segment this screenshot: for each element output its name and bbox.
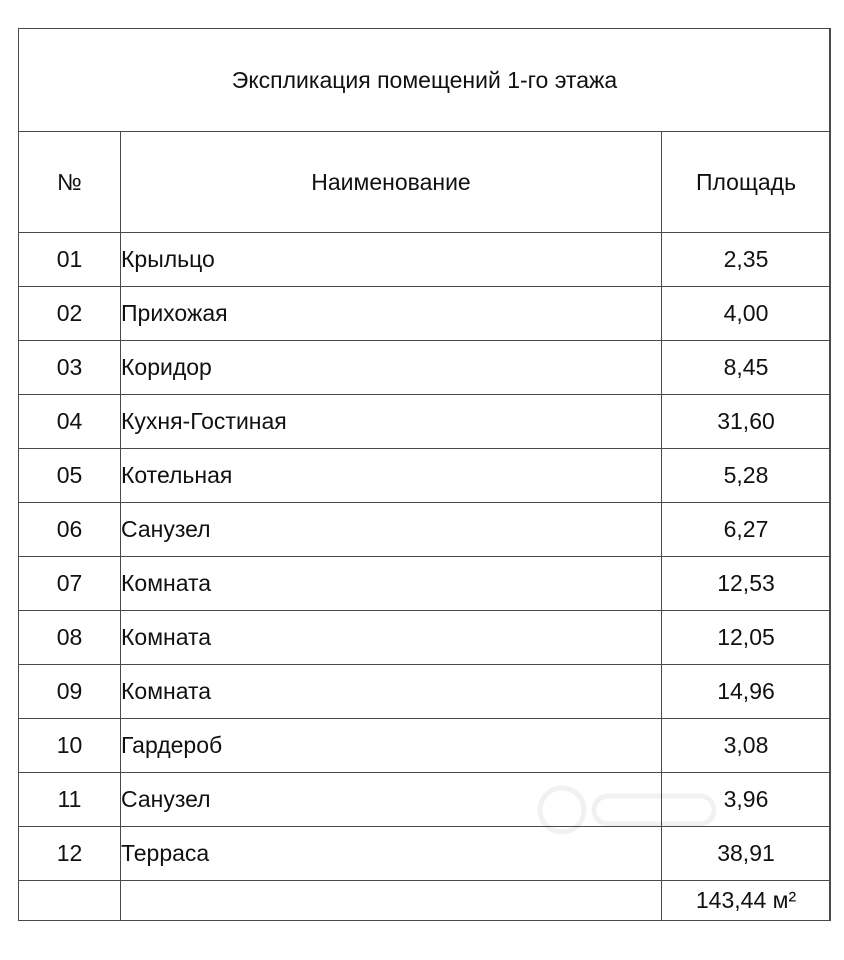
table-row	[19, 449, 831, 503]
room-name: Прихожая	[121, 287, 662, 341]
room-name: Санузел	[121, 503, 662, 557]
room-area: 31,60	[662, 395, 831, 449]
table-row	[19, 665, 831, 719]
room-area: 14,96	[662, 665, 831, 719]
room-area: 5,28	[662, 449, 831, 503]
room-number: 01	[19, 233, 121, 287]
table-row	[19, 395, 831, 449]
room-area: 2,35	[662, 233, 831, 287]
header-number: №	[19, 132, 121, 233]
room-name: Котельная	[121, 449, 662, 503]
room-name: Комната	[121, 665, 662, 719]
room-number: 09	[19, 665, 121, 719]
room-area: 4,00	[662, 287, 831, 341]
room-area: 6,27	[662, 503, 831, 557]
room-number: 03	[19, 341, 121, 395]
title-row	[19, 29, 831, 132]
room-number: 02	[19, 287, 121, 341]
header-area: Площадь	[662, 132, 831, 233]
room-number: 08	[19, 611, 121, 665]
explication-sheet	[18, 28, 830, 921]
total-empty-number	[19, 881, 121, 921]
room-area: 3,08	[662, 719, 831, 773]
room-name: Крыльцо	[121, 233, 662, 287]
room-number: 10	[19, 719, 121, 773]
room-number: 11	[19, 773, 121, 827]
header-name: Наименование	[121, 132, 662, 233]
table-row	[19, 773, 831, 827]
room-area: 8,45	[662, 341, 831, 395]
room-number: 12	[19, 827, 121, 881]
room-name: Гардероб	[121, 719, 662, 773]
room-name: Кухня-Гостиная	[121, 395, 662, 449]
table-row	[19, 611, 831, 665]
header-row	[19, 132, 831, 233]
table-row	[19, 827, 831, 881]
total-area: 143,44 м²	[662, 881, 831, 921]
table-row	[19, 233, 831, 287]
room-name: Комната	[121, 557, 662, 611]
room-name: Коридор	[121, 341, 662, 395]
room-number: 05	[19, 449, 121, 503]
table-title: Экспликация помещений 1-го этажа	[19, 29, 831, 132]
room-name: Терраса	[121, 827, 662, 881]
table-row	[19, 287, 831, 341]
table-row	[19, 503, 831, 557]
room-number: 07	[19, 557, 121, 611]
table-row	[19, 341, 831, 395]
room-number: 06	[19, 503, 121, 557]
room-number: 04	[19, 395, 121, 449]
room-area: 38,91	[662, 827, 831, 881]
table-row	[19, 719, 831, 773]
table-row	[19, 557, 831, 611]
room-area: 12,53	[662, 557, 831, 611]
explication-table	[18, 28, 831, 921]
total-empty-name	[121, 881, 662, 921]
room-name: Санузел	[121, 773, 662, 827]
room-area: 12,05	[662, 611, 831, 665]
room-area: 3,96	[662, 773, 831, 827]
room-name: Комната	[121, 611, 662, 665]
total-row	[19, 881, 831, 921]
